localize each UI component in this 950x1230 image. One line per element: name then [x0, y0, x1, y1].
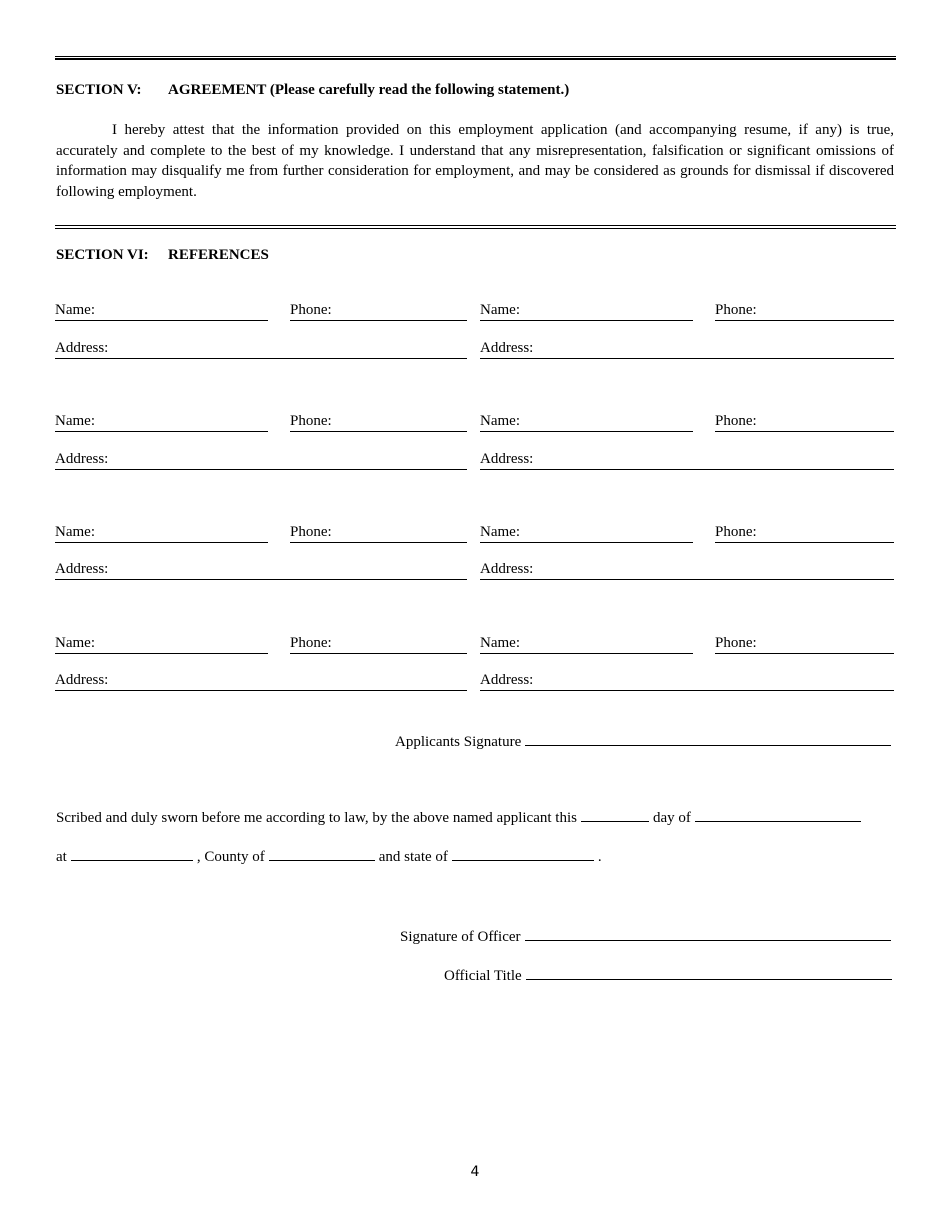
reference-8-address-field[interactable]: [480, 671, 894, 691]
page-number: 4: [470, 1164, 480, 1180]
reference-1-address-field[interactable]: [55, 339, 467, 359]
name-label: Name:: [55, 302, 95, 318]
sworn-statement-line-2: [56, 847, 602, 866]
name-label: Name:: [480, 413, 520, 429]
reference-5-address-field[interactable]: [55, 560, 467, 580]
applicant-signature-label: Applicants Signature: [395, 734, 522, 750]
day-of-label: day of: [652, 810, 691, 826]
sworn-month-field[interactable]: [695, 808, 861, 822]
reference-2-address-field[interactable]: [480, 339, 894, 359]
section-5-title: AGREEMENT (Please carefully read the following statement.): [168, 82, 570, 98]
section-divider: [55, 225, 896, 229]
reference-1-phone-field[interactable]: [290, 301, 467, 321]
address-label: Address:: [55, 672, 109, 688]
section-5-heading: [56, 82, 570, 99]
sworn-location-field[interactable]: [71, 847, 193, 861]
section-5-label: SECTION V:: [56, 82, 142, 98]
official-title-field[interactable]: [526, 965, 892, 980]
address-label: Address:: [55, 451, 109, 467]
section-6-title: REFERENCES: [168, 247, 269, 263]
reference-7-address-field[interactable]: [55, 671, 467, 691]
reference-2-phone-field[interactable]: [715, 301, 894, 321]
reference-1-name-field[interactable]: [55, 301, 268, 321]
reference-6-phone-field[interactable]: [715, 523, 894, 543]
name-label: Name:: [55, 635, 95, 651]
sworn-county-field[interactable]: [269, 847, 375, 861]
address-label: Address:: [480, 672, 534, 688]
phone-label: Phone:: [290, 302, 332, 318]
officer-signature-row: [400, 926, 891, 946]
sworn-period: .: [597, 849, 602, 865]
reference-7-phone-field[interactable]: [290, 634, 467, 654]
official-title-label: Official Title: [444, 968, 522, 984]
name-label: Name:: [480, 302, 520, 318]
address-label: Address:: [480, 340, 534, 356]
at-label: at: [56, 849, 67, 865]
phone-label: Phone:: [290, 524, 332, 540]
sworn-state-field[interactable]: [452, 847, 594, 861]
reference-8-phone-field[interactable]: [715, 634, 894, 654]
reference-4-address-field[interactable]: [480, 450, 894, 470]
address-label: Address:: [55, 561, 109, 577]
address-label: Address:: [480, 451, 534, 467]
reference-5-phone-field[interactable]: [290, 523, 467, 543]
reference-7-name-field[interactable]: [55, 634, 268, 654]
state-of-label: and state of: [378, 849, 448, 865]
phone-label: Phone:: [715, 302, 757, 318]
sworn-day-field[interactable]: [581, 808, 649, 822]
name-label: Name:: [480, 524, 520, 540]
top-divider: [55, 56, 896, 60]
reference-6-name-field[interactable]: [480, 523, 693, 543]
phone-label: Phone:: [715, 635, 757, 651]
official-title-row: [444, 965, 892, 985]
reference-2-name-field[interactable]: [480, 301, 693, 321]
reference-3-phone-field[interactable]: [290, 412, 467, 432]
name-label: Name:: [55, 524, 95, 540]
address-label: Address:: [480, 561, 534, 577]
address-label: Address:: [55, 340, 109, 356]
reference-3-address-field[interactable]: [55, 450, 467, 470]
sworn-statement-line-1: [56, 808, 865, 827]
sworn-text: Scribed and duly sworn before me according to law, by the above named applicant this: [56, 810, 577, 826]
name-label: Name:: [480, 635, 520, 651]
officer-signature-label: Signature of Officer: [400, 929, 521, 945]
county-of-label: , County of: [196, 849, 265, 865]
phone-label: Phone:: [290, 413, 332, 429]
section-6-heading: [56, 247, 269, 264]
phone-label: Phone:: [290, 635, 332, 651]
applicant-signature-row: [395, 731, 891, 751]
reference-4-phone-field[interactable]: [715, 412, 894, 432]
section-6-label: SECTION VI:: [56, 247, 149, 263]
phone-label: Phone:: [715, 413, 757, 429]
reference-4-name-field[interactable]: [480, 412, 693, 432]
reference-5-name-field[interactable]: [55, 523, 268, 543]
applicant-signature-field[interactable]: [525, 731, 891, 746]
officer-signature-field[interactable]: [525, 926, 891, 941]
name-label: Name:: [55, 413, 95, 429]
agreement-statement: I hereby attest that the information provided on this employment application (and accompanying resume, if any) is true, accurately and complete to the best of my knowledge. I understand that any misrepresentation, falsification or significant omissions of information may disqualify me from further consideration for employment, and may be considered as grounds for dismissal if discovered following employment.: [56, 122, 894, 201]
reference-3-name-field[interactable]: [55, 412, 268, 432]
reference-8-name-field[interactable]: [480, 634, 693, 654]
phone-label: Phone:: [715, 524, 757, 540]
reference-6-address-field[interactable]: [480, 560, 894, 580]
